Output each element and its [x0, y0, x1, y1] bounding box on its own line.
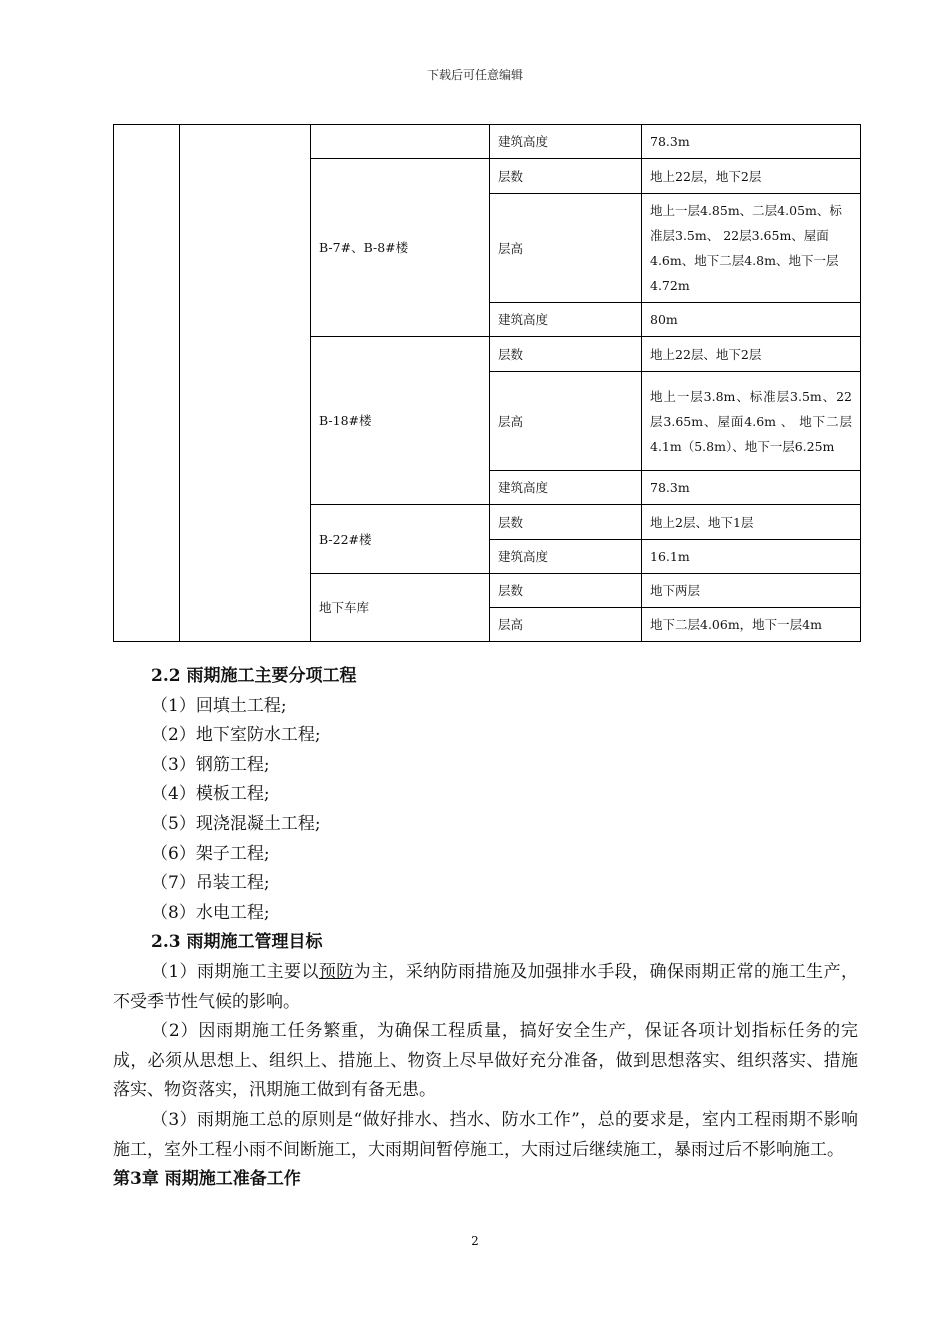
table-cell-value: 地上2层、地下1层 — [642, 505, 861, 540]
table-cell-value: 地上一层4.85m、二层4.05m、标准层3.5m、 22层3.65m、屋面4.6m、地下二层4.8m、地下一层4.72m — [642, 194, 861, 303]
page-number: 2 — [471, 1234, 479, 1248]
table-cell-item: 建筑高度 — [490, 471, 642, 505]
table-cell-building: B-7#、B-8#楼 — [311, 159, 490, 337]
table-cell-value: 78.3m — [642, 471, 861, 505]
table-col-blank-1 — [114, 125, 180, 642]
section-heading-2-2: 2.2 雨期施工主要分项工程 — [151, 666, 357, 686]
table-cell-item: 层数 — [490, 337, 642, 372]
list-item: （5）现浇混凝土工程; — [151, 813, 321, 834]
table-cell-item: 层数 — [490, 505, 642, 540]
list-item: （6）架子工程; — [151, 843, 270, 864]
list-item: （4）模板工程; — [151, 784, 270, 805]
document-body — [113, 662, 858, 1195]
list-item: （8）水电工程; — [151, 902, 270, 923]
building-spec-table — [113, 124, 861, 642]
table-cell-building: B-22#楼 — [311, 505, 490, 574]
table-cell-value: 78.3m — [642, 125, 861, 159]
list-item: （2）地下室防水工程; — [151, 725, 321, 746]
underlined-term: 预防 — [318, 961, 354, 982]
table-cell-item: 建筑高度 — [490, 540, 642, 574]
paragraph-1 — [113, 958, 858, 1017]
table-cell-item: 层高 — [490, 194, 642, 303]
table-cell-item: 建筑高度 — [490, 125, 642, 159]
table-cell-value: 地上22层、地下2层 — [642, 337, 861, 372]
table-cell-value: 16.1m — [642, 540, 861, 574]
section-heading-2-3: 2.3 雨期施工管理目标 — [151, 932, 323, 953]
table-cell-building: B-18#楼 — [311, 337, 490, 505]
table-cell-building — [311, 125, 490, 159]
paragraph-3: （3）雨期施工总的原则是“做好排水、挡水、防水工作”，总的要求是，室内工程雨期不影响施工，室外工程小雨不间断施工，大雨期间暂停施工，大雨过后继续施工，暴雨过后不影响施工。 — [113, 1109, 858, 1160]
table-cell-value: 地上一层3.8m、标准层3.5m、22层3.65m、屋面4.6m 、 地下二层4.1m（5.8m）、地下一层6.25m — [642, 372, 861, 471]
table-cell-value: 地下二层4.06m，地下一层4m — [642, 608, 861, 642]
page-header: 下载后可任意编辑 — [426, 68, 523, 82]
table-cell-item: 层高 — [490, 608, 642, 642]
paragraph-1-text-b: 为主，采纳防雨措施及加强排水手段，确保雨期正常的施工生产，不受季节性气候的影响。 — [113, 961, 858, 1012]
paragraph-2: （2）因雨期施工任务繁重，为确保工程质量，搞好安全生产，保证各项计划指标任务的完成，必须从思想上、组织上、措施上、物资上尽早做好充分准备，做到思想落实、组织落实、措施落实、物资落实，汛期施工做到有备无患。 — [113, 1021, 858, 1101]
table-cell-value: 地下两层 — [642, 574, 861, 608]
list-item: （3）钢筋工程; — [151, 754, 270, 775]
table-cell-item: 层数 — [490, 159, 642, 194]
list-item: （1）回填土工程; — [151, 695, 287, 716]
table-cell-value: 80m — [642, 303, 861, 337]
table-cell-item: 层高 — [490, 372, 642, 471]
table-cell-value: 地上22层，地下2层 — [642, 159, 861, 194]
table-cell-item: 建筑高度 — [490, 303, 642, 337]
table-cell-building: 地下车库 — [311, 574, 490, 642]
table-col-blank-2 — [180, 125, 311, 642]
paragraph-1-text-a: （1）雨期施工主要以 — [151, 961, 319, 982]
list-item: （7）吊装工程; — [151, 873, 270, 894]
table-cell-item: 层数 — [490, 574, 642, 608]
chapter-heading-3: 第3章 雨期施工准备工作 — [113, 1169, 301, 1190]
